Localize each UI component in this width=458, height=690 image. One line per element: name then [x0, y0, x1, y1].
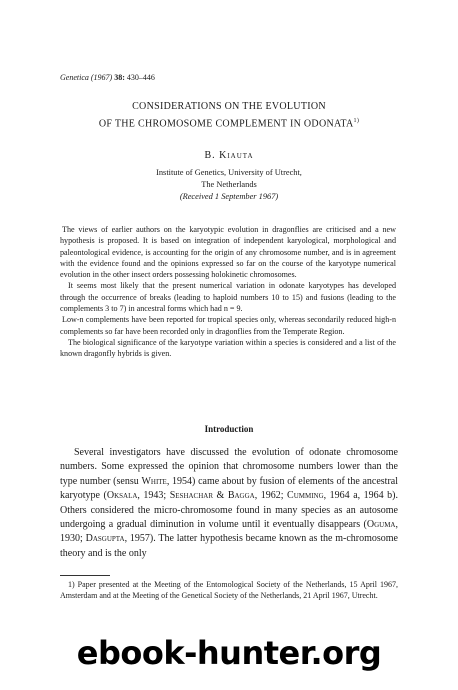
- paper-title: [60, 100, 398, 131]
- author: [60, 150, 398, 161]
- journal-pages: 430–446: [126, 73, 155, 82]
- citation-oksala: Oksala: [106, 490, 138, 502]
- abstract-paragraph-4: The biological significance of the karyotype variation within a species is considered and a list of the known dragonfly hybrids is given.: [60, 337, 396, 359]
- body-seg-5: , 1964 a, 1964 b). Others considered the micro-chromosome found in many species as an autosome undergoing a gradual diminution in volume until it eventually disappears (: [60, 490, 398, 531]
- citation-bagga: Bagga: [227, 490, 255, 502]
- citation-cumming: Cumming: [287, 490, 324, 502]
- watermark: ebook-hunter.org: [76, 634, 382, 672]
- affiliation-line-1: Institute of Genetics, University of Utrecht,: [156, 168, 302, 177]
- citation-dasgupta: Dasgupta: [85, 533, 125, 545]
- journal-citation: [60, 73, 155, 82]
- author-initial: B.: [204, 150, 216, 161]
- title-line-2: [60, 114, 398, 131]
- section-heading-introduction: Introduction: [204, 424, 254, 434]
- body-seg-1: Several investigators have discussed the evolution of odonate chromosome numbers. Some expressed the opinion that chromosome numbers lower than the type number (sensu: [60, 447, 398, 487]
- received-date: (Received 1 September 1967): [179, 191, 279, 201]
- abstract-paragraph-2: It seems most likely that the present numerical variation in odonate karyotypes has developed through the occurrence of breaks (leading to haploid numbers 10 to 15) and fusions (leading to the complements 3 to 7) in ancestral forms which had n = 9.: [60, 281, 396, 314]
- body-seg-6: , 1930;: [60, 519, 398, 545]
- body-seg-3: , 1943;: [137, 490, 167, 502]
- affiliation: [60, 167, 398, 202]
- citation-white: White: [141, 475, 167, 487]
- title-footnote-mark: 1): [353, 118, 360, 124]
- title-line-1: CONSIDERATIONS ON THE EVOLUTION: [132, 101, 326, 112]
- journal-year: (1967): [90, 73, 113, 82]
- abstract: [60, 224, 396, 360]
- journal-name: Genetica: [60, 73, 89, 82]
- footnote: [60, 579, 398, 601]
- introduction-paragraph: [60, 446, 398, 561]
- abstract-paragraph-3: Low-n complements have been reported for tropical species only, whereas secondarily reduced high-n complements so far have been recorded only in dragonflies from the Temperate Region.: [60, 315, 396, 336]
- title-line-2-text: OF THE CHROMOSOME COMPLEMENT IN ODONATA: [98, 118, 354, 130]
- body-seg-4: , 1962;: [254, 490, 284, 502]
- body-seg-7: , 1957). The latter hypothesis became known as the m-chromosome theory and is the only: [60, 533, 398, 559]
- footnote-text: 1) Paper presented at the Meeting of the Entomological Society of the Netherlands, 15 April 1967, Amsterdam and at the Meeting of the Genetical Society of the Netherlands, 21 April 1967, Utrecht.: [60, 580, 398, 601]
- introduction-text: [60, 446, 398, 561]
- citation-seshachar: Seshachar: [169, 490, 214, 502]
- abstract-paragraph-1: The views of earlier authors on the karyotypic evolution in dragonflies are criticised and a new hypothesis is proposed. It is based on integration of independent karyological, morphological and paleontological evidence, is accounting for the origin of any chromosome number, and is in agreement with the evidence found and the opinions expressed so far on the course of the karyotype numerical evolution in the other insect orders possessing holokinetic chromosomes.: [60, 225, 396, 280]
- journal-volume: 38:: [114, 73, 125, 82]
- footnote-rule: [60, 575, 110, 576]
- affiliation-line-2: The Netherlands: [201, 179, 257, 189]
- body-seg-2: , 1954) came about by fusion of elements of the ancestral karyotype (: [60, 475, 399, 502]
- author-surname: Kiauta: [219, 150, 254, 161]
- citation-oguma: Oguma: [366, 519, 396, 531]
- body-ampersand: &: [216, 490, 225, 502]
